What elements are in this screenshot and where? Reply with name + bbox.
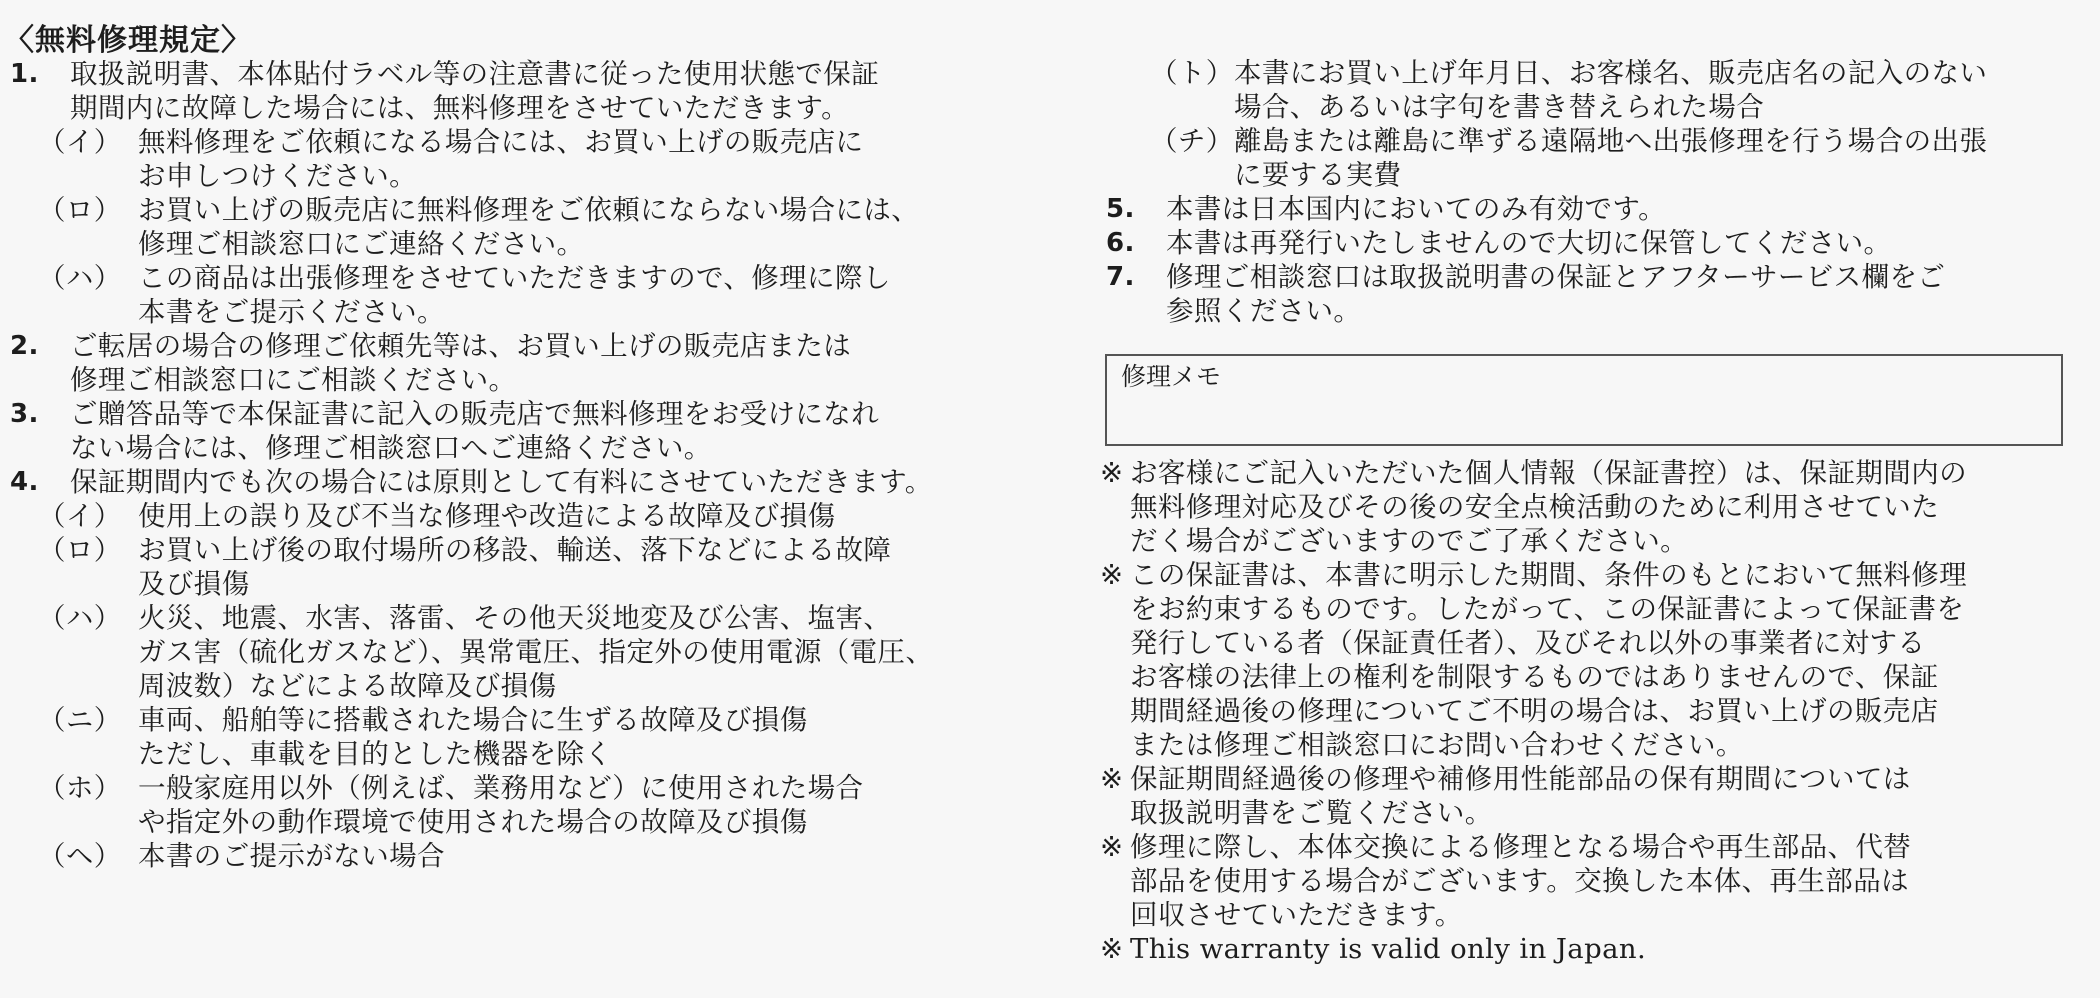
clause-line — [4, 601, 1004, 635]
clause-line — [4, 91, 1004, 125]
note-line — [1100, 762, 2090, 796]
sub-clause-marker: （ト） — [1150, 57, 1234, 89]
sub-clause-marker: （イ） — [38, 126, 122, 158]
clause-line — [4, 533, 1004, 567]
clause-line — [4, 567, 1004, 601]
note-text: 保証期間経過後の修理や補修用性能部品の保有期間については — [1130, 763, 1911, 795]
clause-text: 保証期間内でも次の場合には原則として有料にさせていただきます。 — [70, 466, 933, 498]
sub-clause-text: 離島または離島に準ずる遠隔地へ出張修理を行う場合の出張 — [1234, 125, 1988, 157]
sub-clause-marker: （チ） — [1150, 125, 1234, 157]
clause-line — [4, 737, 1004, 771]
clause-line — [4, 227, 1004, 261]
note-text: 部品を使用する場合がございます。交換した本体、再生部品は — [1130, 865, 1909, 897]
clause-number: 4. — [10, 467, 39, 497]
sub-clause-text: お買い上げの販売店に無料修理をご依頼にならない場合には、 — [138, 194, 920, 226]
sub-clause-text: に要する実費 — [1234, 159, 1402, 191]
sub-clause-text: 周波数）などによる故障及び損傷 — [138, 670, 557, 702]
clause-line — [4, 261, 1004, 295]
note-line — [1100, 864, 2090, 898]
sub-clause-text: や指定外の動作環境で使用された場合の故障及び損傷 — [138, 806, 808, 838]
note-line — [1100, 456, 2090, 490]
clause-line — [1100, 56, 2090, 90]
sub-clause-marker: （ホ） — [38, 772, 122, 804]
note-line — [1100, 660, 2090, 694]
note-line — [1100, 898, 2090, 932]
clause-line — [4, 703, 1004, 737]
note-text: 無料修理対応及びその後の安全点検活動のために利用させていた — [1130, 491, 1940, 523]
note-text: この保証書は、本書に明示した期間、条件のもとにおいて無料修理 — [1130, 559, 1967, 591]
clause-text: 修理ご相談窓口は取扱説明書の保証とアフターサービス欄をご — [1166, 261, 1946, 293]
note-line — [1100, 558, 2090, 592]
clause-text: 期間内に故障した場合には、無料修理をさせていただきます。 — [70, 92, 849, 124]
clause-line — [4, 499, 1004, 533]
sub-clause-text: 車両、船舶等に搭載された場合に生ずる故障及び損傷 — [138, 704, 808, 736]
repair-memo-box — [1105, 354, 2063, 446]
note-text: 修理に際し、本体交換による修理となる場合や再生部品、代替 — [1130, 831, 1912, 863]
clause-line — [1100, 90, 2090, 124]
note-line — [1100, 830, 2090, 864]
sub-clause-text: ただし、車載を目的とした機器を除く — [138, 738, 613, 770]
sub-clause-text: 及び損傷 — [138, 568, 250, 600]
sub-clause-text: 場合、あるいは字句を書き替えられた場合 — [1234, 91, 1765, 123]
clause-line — [1100, 192, 2090, 226]
clause-number: 3. — [10, 399, 39, 429]
sub-clause-text: 火災、地震、水害、落雷、その他天災地変及び公害、塩害、 — [138, 602, 892, 634]
note-text: をお約束するものです。したがって、この保証書によって保証書を — [1130, 593, 1965, 625]
clause-text: ない場合には、修理ご相談窓口へご連絡ください。 — [70, 432, 712, 464]
clause-number: 2. — [10, 331, 39, 361]
page-title: 〈無料修理規定〉 — [4, 23, 252, 58]
sub-clause-text: 無料修理をご依頼になる場合には、お買い上げの販売店に — [138, 126, 864, 158]
sub-clause-text: 使用上の誤り及び不当な修理や改造による故障及び損傷 — [138, 500, 836, 532]
sub-clause-text: この商品は出張修理をさせていただきますので、修理に際し — [138, 262, 891, 294]
note-line — [1100, 626, 2090, 660]
clause-text: 本書は再発行いたしませんので大切に保管してください。 — [1166, 227, 1892, 259]
clause-line — [4, 431, 1004, 465]
clause-line — [4, 635, 1004, 669]
clause-line — [1100, 260, 2090, 294]
note-line — [1100, 524, 2090, 558]
note-mark: ※ — [1100, 763, 1124, 795]
sub-clause-text: 修理ご相談窓口にご連絡ください。 — [138, 228, 585, 260]
note-text: This warranty is valid only in Japan. — [1130, 933, 1647, 965]
sub-clause-marker: （ロ） — [38, 194, 122, 226]
clause-line — [4, 193, 1004, 227]
sub-clause-marker: （ロ） — [38, 534, 122, 566]
right-clauses — [1100, 56, 2090, 328]
note-text: 発行している者（保証責任者）、及びそれ以外の事業者に対する — [1130, 627, 1926, 659]
clause-line — [1100, 124, 2090, 158]
note-line — [1100, 796, 2090, 830]
clause-line — [1100, 226, 2090, 260]
sub-clause-marker: （ハ） — [38, 602, 122, 634]
clause-line — [4, 397, 1004, 431]
clause-line — [4, 669, 1004, 703]
clause-text: 取扱説明書、本体貼付ラベル等の注意書に従った使用状態で保証 — [70, 58, 880, 90]
clause-number: 7. — [1106, 262, 1135, 292]
sub-clause-text: 本書のご提示がない場合 — [138, 840, 445, 872]
clause-text: ご贈答品等で本保証書に記入の販売店で無料修理をお受けになれ — [70, 398, 880, 430]
notes — [1100, 456, 2090, 966]
clause-line — [4, 363, 1004, 397]
note-text: お客様の法律上の権利を制限するものではありませんので、保証 — [1130, 661, 1939, 693]
clause-number: 1. — [10, 59, 39, 89]
sub-clause-text: 本書をご提示ください。 — [138, 296, 445, 328]
sub-clause-text: お買い上げ後の取付場所の移設、輸送、落下などによる故障 — [138, 534, 892, 566]
clause-line — [4, 57, 1004, 91]
repair-memo-label: 修理メモ — [1121, 362, 1222, 391]
note-line — [1100, 490, 2090, 524]
sub-clause-text: 一般家庭用以外（例えば、業務用など）に使用された場合 — [138, 772, 864, 804]
note-mark: ※ — [1100, 457, 1124, 489]
note-text: 取扱説明書をご覧ください。 — [1130, 797, 1493, 829]
clause-line — [4, 125, 1004, 159]
sub-clause-marker: （イ） — [38, 500, 122, 532]
clause-text: ご転居の場合の修理ご依頼先等は、お買い上げの販売店または — [70, 330, 852, 362]
note-mark: ※ — [1100, 831, 1124, 863]
clause-line — [4, 159, 1004, 193]
clause-number: 6. — [1106, 228, 1135, 258]
sub-clause-marker: （ニ） — [38, 704, 122, 736]
clause-line — [1100, 294, 2090, 328]
clause-line — [4, 805, 1004, 839]
note-mark: ※ — [1100, 559, 1124, 591]
note-text: お客様にご記入いただいた個人情報（保証書控）は、保証期間内の — [1130, 457, 1967, 489]
clause-line — [4, 839, 1004, 873]
clause-line — [4, 329, 1004, 363]
note-text: または修理ご相談窓口にお問い合わせください。 — [1130, 729, 1744, 761]
sub-clause-marker: （ハ） — [38, 262, 122, 294]
note-text: 回収させていただきます。 — [1130, 899, 1463, 931]
note-line — [1100, 592, 2090, 626]
sub-clause-text: ガス害（硫化ガスなど）、異常電圧、指定外の使用電源（電圧、 — [138, 636, 934, 668]
sub-clause-text: 本書にお買い上げ年月日、お客様名、販売店名の記入のない — [1234, 57, 1988, 89]
clause-line — [4, 465, 1004, 499]
note-line — [1100, 694, 2090, 728]
sub-clause-text: お申しつけください。 — [138, 160, 417, 192]
clause-text: 本書は日本国内においてのみ有効です。 — [1166, 193, 1666, 225]
clause-text: 修理ご相談窓口にご相談ください。 — [70, 364, 517, 396]
note-text: 期間経過後の修理についてご不明の場合は、お買い上げの販売店 — [1130, 695, 1939, 727]
clause-number: 5. — [1106, 194, 1135, 224]
sub-clause-marker: （ヘ） — [38, 840, 122, 872]
left-clauses — [4, 57, 1004, 873]
clause-line — [4, 295, 1004, 329]
note-text: だく場合がございますのでご了承ください。 — [1130, 525, 1688, 557]
clause-line — [4, 771, 1004, 805]
note-line — [1100, 932, 2090, 966]
clause-text: 参照ください。 — [1166, 295, 1362, 327]
note-mark: ※ — [1100, 933, 1124, 965]
note-line — [1100, 728, 2090, 762]
clause-line — [1100, 158, 2090, 192]
